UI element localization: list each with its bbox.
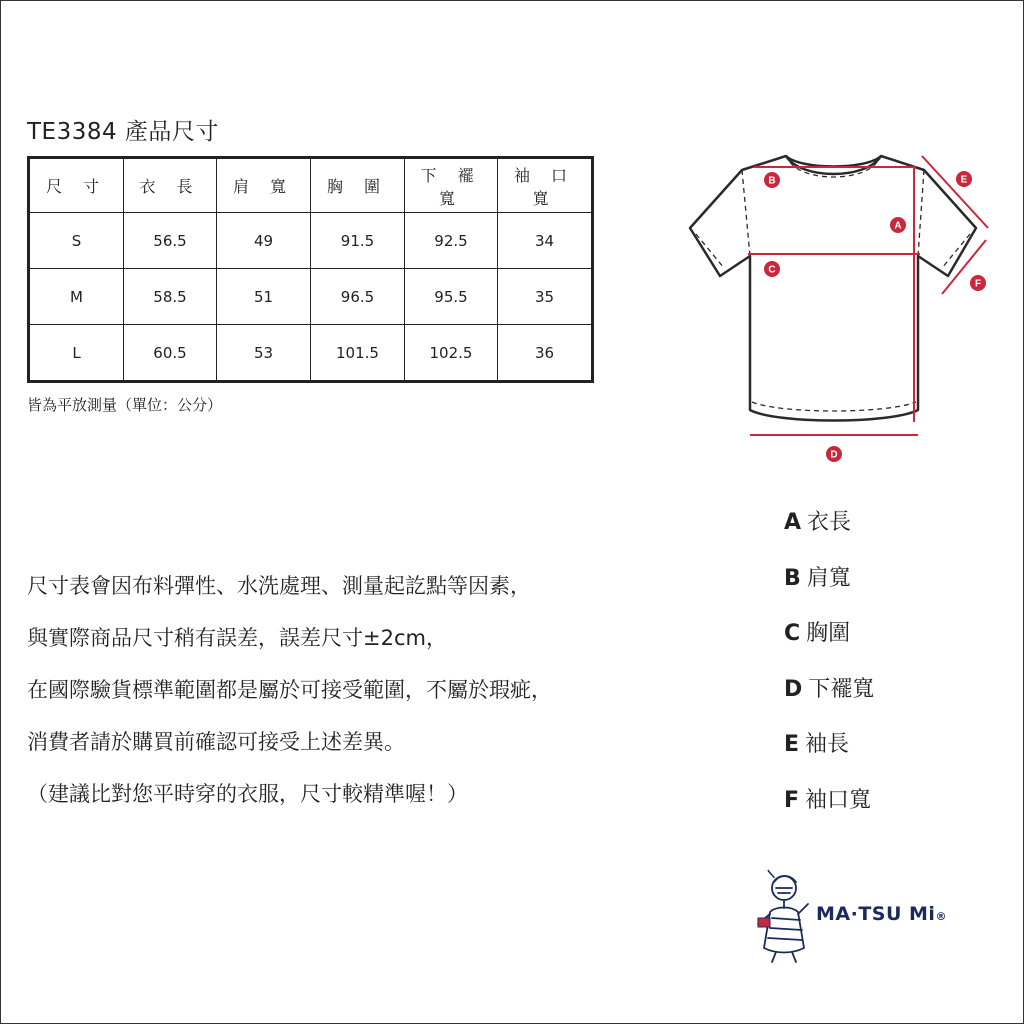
legend-label: 肩寬 [806, 565, 851, 591]
marker-f-label: F [974, 278, 982, 290]
cell-length: 58.5 [124, 269, 217, 325]
legend-label: 袖長 [805, 732, 850, 757]
legend-item [784, 606, 874, 662]
cell-length: 56.5 [124, 213, 217, 269]
cell-chest: 91.5 [311, 213, 405, 269]
cell-cuff: 34 [498, 213, 593, 269]
header-shoulder: 肩 寬 [217, 158, 311, 213]
measure-line-e [922, 156, 988, 228]
legend-key: B [784, 565, 801, 591]
disclaimer-line: 與實際商品尺寸稍有誤差，誤差尺寸±2cm， [27, 626, 447, 650]
brand-name [816, 903, 947, 925]
table-row [29, 213, 593, 269]
disclaimer-paragraph [27, 560, 552, 820]
table-row [29, 269, 593, 325]
header-size: 尺 寸 [29, 158, 124, 213]
table-row [29, 325, 593, 382]
tshirt-diagram [686, 148, 996, 468]
legend-label: 下襬寬 [808, 676, 875, 702]
legend-key: D [784, 676, 803, 702]
marker-e-label: E [960, 174, 968, 186]
measure-lines [748, 156, 988, 435]
brand-mascot-logo [752, 868, 816, 964]
cell-hem: 102.5 [405, 325, 498, 382]
legend-key: C [784, 621, 801, 646]
cell-size: M [29, 269, 124, 325]
cell-chest: 101.5 [311, 325, 405, 382]
legend-label: 袖口寬 [805, 787, 872, 813]
cell-shoulder: 53 [217, 325, 311, 382]
header-chest: 胸 圍 [311, 158, 405, 213]
header-length: 衣 長 [124, 158, 217, 213]
marker-a-label: A [894, 220, 902, 232]
tshirt-stitching [696, 162, 970, 411]
cell-shoulder: 49 [217, 213, 311, 269]
header-hem: 下 襬 寬 [405, 158, 498, 213]
cell-shoulder: 51 [217, 269, 311, 325]
cell-chest: 96.5 [311, 269, 405, 325]
marker-b-label: B [768, 175, 776, 187]
legend-item [784, 717, 874, 773]
legend-item [784, 495, 874, 551]
legend-item [784, 773, 874, 829]
legend-key: A [784, 510, 802, 535]
cell-length: 60.5 [124, 325, 217, 382]
header-cuff: 袖 口 寬 [498, 158, 593, 213]
registered-mark: ® [935, 910, 947, 923]
measurement-legend [784, 495, 874, 828]
brand-wordmark: MA·TSU Mi [816, 903, 936, 925]
marker-d-label: D [830, 449, 838, 461]
page-title: TE3384 產品尺寸 [27, 119, 219, 145]
cell-hem: 95.5 [405, 269, 498, 325]
legend-key: F [784, 787, 800, 813]
legend-item [784, 551, 874, 607]
tshirt-outline [690, 156, 976, 421]
disclaimer-line: （建議比對您平時穿的衣服，尺寸較精準喔！） [27, 782, 468, 806]
table-header-row [29, 158, 593, 213]
disclaimer-line: 消費者請於購買前確認可接受上述差異。 [27, 730, 405, 754]
measurement-note: 皆為平放測量（單位：公分） [27, 396, 223, 414]
legend-label: 衣長 [807, 510, 852, 535]
legend-label: 胸圍 [806, 621, 851, 646]
cell-size: L [29, 325, 124, 382]
legend-item [784, 662, 874, 718]
cell-cuff: 35 [498, 269, 593, 325]
legend-key: E [784, 732, 800, 757]
disclaimer-line: 在國際驗貨標準範圍都是屬於可接受範圍，不屬於瑕疵， [27, 678, 552, 702]
marker-c-label: C [768, 264, 776, 276]
cell-cuff: 36 [498, 325, 593, 382]
cell-size: S [29, 213, 124, 269]
disclaimer-line: 尺寸表會因布料彈性、水洗處理、測量起訖點等因素， [27, 574, 531, 598]
size-table [27, 156, 594, 383]
cell-hem: 92.5 [405, 213, 498, 269]
